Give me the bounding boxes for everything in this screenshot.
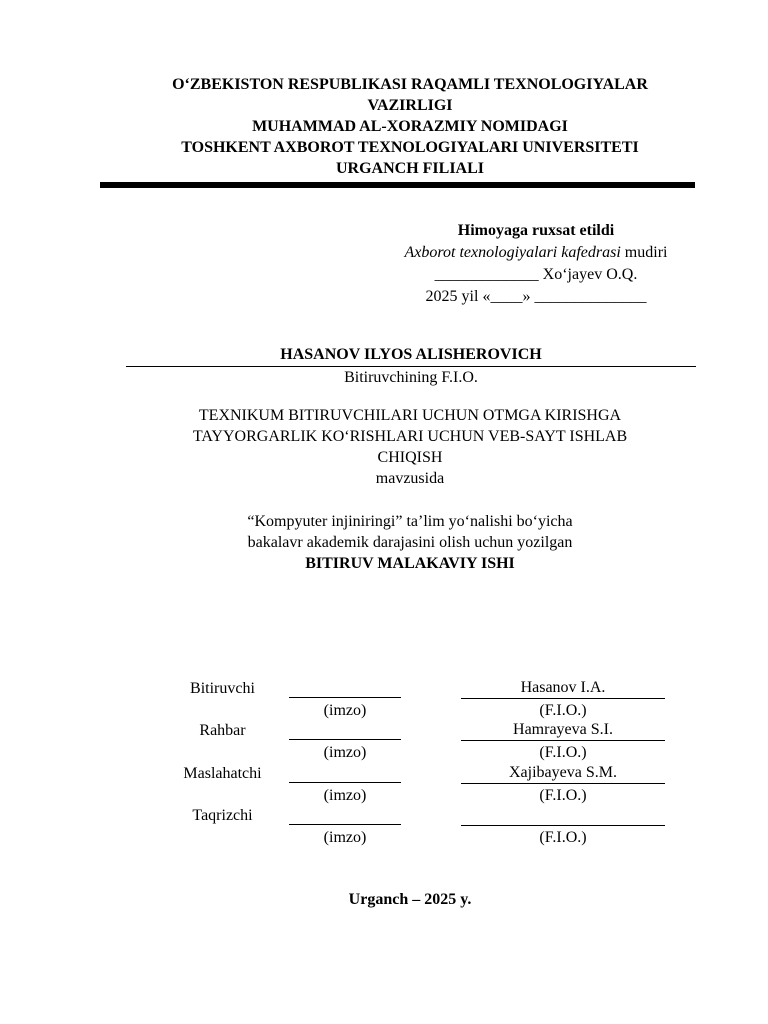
topic-line: CHIQISH [377, 449, 443, 466]
topic-suffix: mavzusida [375, 470, 445, 487]
signature-line [289, 697, 401, 698]
degree-block [100, 511, 720, 574]
approval-title: Himoyaga ruxsat etildi [457, 222, 615, 239]
signature-row [0, 761, 768, 803]
signature-row [0, 803, 768, 845]
approval-date: 2025 yil «____» ______________ [425, 288, 647, 305]
signature-line [289, 824, 401, 825]
fio-caption: (F.I.O.) [539, 744, 587, 761]
signature-caption: (imzo) [323, 702, 367, 719]
signatory-name: Xajibayeva S.M. [461, 763, 665, 784]
topic-line: TEXNIKUM BITIRUVCHILARI UCHUN OTMGA KIRISHGA [198, 407, 622, 424]
signature-caption: (imzo) [323, 744, 367, 761]
signature-role: Taqrizchi [192, 807, 253, 824]
signature-role: Rahbar [199, 722, 246, 739]
signature-line [289, 782, 401, 783]
thesis-topic [100, 405, 720, 489]
place-and-year: Urganch – 2025 y. [348, 891, 472, 908]
header-line: URGANCH FILIALI [335, 160, 484, 177]
degree-line: “Kompyuter injiniringi” ta’lim yo‘nalishi bo‘yicha [247, 513, 573, 530]
header-line: MUHAMMAD AL-XORAZMIY NOMIDAGI [252, 118, 568, 135]
work-title: BITIRUV MALAKAVIY ISHI [305, 555, 515, 572]
signatory-name [461, 805, 665, 826]
signature-role: Bitiruvchi [190, 680, 255, 697]
fio-caption: (F.I.O.) [539, 829, 587, 846]
header-line: VAZIRLIGI [367, 97, 453, 114]
department-role: mudiri [620, 244, 668, 261]
fio-caption: (F.I.O.) [539, 787, 587, 804]
student-block [126, 344, 696, 389]
institution-header [100, 74, 720, 179]
signature-caption: (imzo) [323, 787, 367, 804]
department-name: Axborot texnologiyalari kafedrasi [404, 244, 621, 261]
student-caption: Bitiruvchining F.I.O. [344, 369, 478, 386]
header-line: O‘ZBEKISTON RESPUBLIKASI RAQAMLI TEXNOLOGIYALAR [172, 76, 648, 93]
signature-line [289, 739, 401, 740]
approval-block [380, 220, 692, 308]
signature-role: Maslahatchi [183, 765, 262, 782]
header-line: TOSHKENT AXBOROT TEXNOLOGIYALARI UNIVERSITETI [181, 139, 639, 156]
topic-line: TAYYORGARLIK KO‘RISHLARI UCHUN VEB-SAYT ISHLAB [192, 428, 628, 445]
degree-line: bakalavr akademik darajasini olish uchun yozilgan [247, 534, 573, 551]
fio-caption: (F.I.O.) [539, 702, 587, 719]
signatory-name: Hasanov I.A. [461, 678, 665, 699]
signature-caption: (imzo) [323, 829, 367, 846]
approval-head-signature: _____________ Xo‘jayev O.Q. [434, 266, 638, 283]
signature-row [0, 676, 768, 718]
signature-row [0, 718, 768, 760]
header-divider [100, 182, 695, 188]
approval-department [380, 242, 692, 264]
signatory-name: Hamrayeva S.I. [461, 720, 665, 741]
student-name: HASANOV ILYOS ALISHEROVICH [126, 344, 696, 367]
